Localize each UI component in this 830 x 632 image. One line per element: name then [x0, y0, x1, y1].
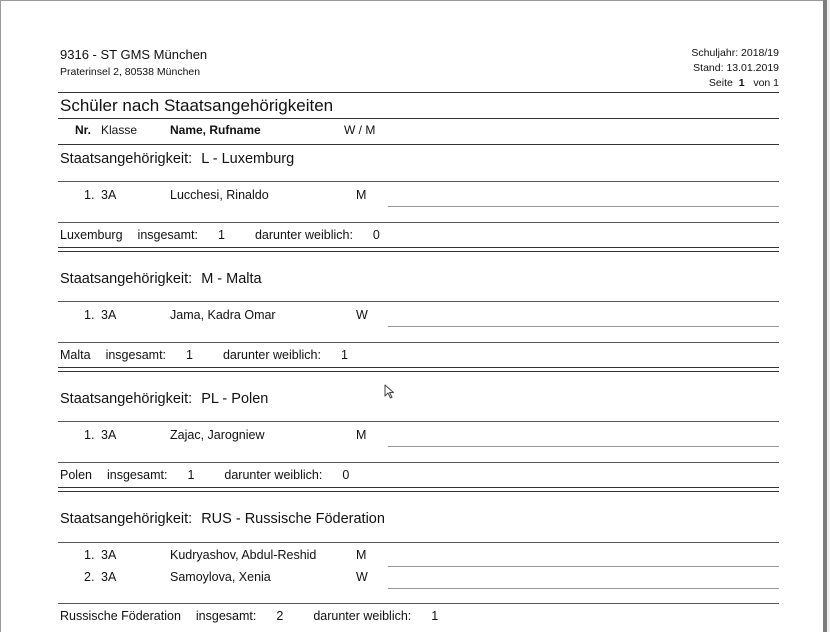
summary-total-label: insgesamt:	[105, 348, 167, 362]
student-nr: 2.	[84, 570, 95, 584]
group-country-code: RUS - Russische Föderation	[201, 511, 385, 527]
page-total: von 1	[753, 77, 779, 89]
group-title-label: Staatsangehörigkeit:	[60, 151, 193, 167]
group-country-code: L - Luxemburg	[201, 151, 295, 167]
summary-total: 1	[218, 228, 225, 242]
mouse-pointer-icon	[384, 384, 396, 400]
student-name: Samoylova, Xenia	[170, 570, 271, 584]
page-indicator	[709, 77, 779, 89]
window-left-border	[0, 0, 1, 632]
column-header-nr: Nr.	[75, 123, 92, 137]
summary-female-label: darunter weiblich:	[222, 348, 321, 362]
page-label: Seite	[708, 77, 733, 89]
group-summary	[60, 468, 379, 482]
student-nr: 1.	[84, 548, 95, 562]
group-country-code: PL - Polen	[201, 391, 269, 407]
summary-country: Russische Föderation	[60, 609, 181, 623]
school-address: Praterinsel 2, 80538 München	[60, 66, 201, 78]
school-name: 9316 - ST GMS München	[60, 47, 208, 62]
group-end-line	[58, 367, 779, 368]
student-class: 3A	[101, 188, 117, 202]
note-line	[388, 566, 779, 567]
group-title-divider	[58, 542, 779, 543]
summary-country: Malta	[60, 348, 91, 362]
summary-female-label: darunter weiblich:	[313, 609, 412, 623]
summary-country: Luxemburg	[60, 228, 123, 242]
page-number: 1	[738, 77, 745, 89]
student-name: Zajac, Jarogniew	[170, 428, 265, 442]
group-country-code: M - Malta	[201, 271, 262, 287]
group-title	[60, 391, 268, 407]
group-end-line	[58, 487, 779, 488]
group-end-line-double	[58, 491, 779, 492]
student-gender: W	[356, 308, 368, 322]
summary-divider	[58, 342, 779, 343]
group-title-label: Staatsangehörigkeit:	[60, 511, 193, 527]
group-title-divider	[58, 181, 779, 182]
report-date: Stand: 13.01.2019	[693, 62, 779, 74]
column-header-gender: W / M	[344, 123, 376, 137]
group-end-line	[58, 247, 779, 248]
summary-total-label: insgesamt:	[195, 609, 257, 623]
summary-female: 0	[372, 228, 380, 242]
summary-country: Polen	[60, 468, 92, 482]
note-line	[388, 446, 779, 447]
column-header-divider	[58, 144, 779, 145]
group-end-line-double	[58, 371, 779, 372]
group-summary	[60, 348, 378, 362]
summary-female-label: darunter weiblich:	[254, 228, 353, 242]
student-name: Jama, Kadra Omar	[170, 308, 276, 322]
group-title-label: Staatsangehörigkeit:	[60, 271, 193, 287]
student-class: 3A	[101, 428, 117, 442]
group-summary	[60, 609, 468, 623]
note-line	[388, 326, 779, 327]
group-title-divider	[58, 301, 779, 302]
summary-divider	[58, 603, 779, 604]
summary-total: 1	[187, 468, 195, 482]
summary-divider	[58, 462, 779, 463]
summary-female: 0	[342, 468, 350, 482]
window-top-border	[0, 0, 830, 1]
summary-total: 2	[276, 609, 284, 623]
student-class: 3A	[101, 548, 117, 562]
student-name: Lucchesi, Rinaldo	[170, 188, 269, 202]
group-title	[60, 151, 294, 167]
column-header-name: Name, Rufname	[170, 123, 261, 137]
group-title	[60, 511, 385, 527]
student-class: 3A	[101, 570, 117, 584]
summary-divider	[58, 222, 779, 223]
student-nr: 1.	[84, 188, 95, 202]
student-gender: M	[356, 428, 367, 442]
group-title	[60, 271, 262, 287]
group-title-divider	[58, 421, 779, 422]
header-divider	[58, 92, 779, 93]
summary-female: 1	[431, 609, 439, 623]
student-class: 3A	[101, 308, 117, 322]
group-title-label: Staatsangehörigkeit:	[60, 391, 193, 407]
group-end-line-double	[58, 251, 779, 252]
school-year: Schuljahr: 2018/19	[691, 47, 779, 59]
group-summary	[60, 228, 410, 242]
title-divider	[58, 118, 779, 119]
student-gender: M	[356, 548, 367, 562]
note-line	[388, 206, 779, 207]
report-title: Schüler nach Staatsangehörigkeiten	[60, 96, 334, 115]
student-nr: 1.	[84, 308, 95, 322]
column-header-klasse: Klasse	[101, 123, 138, 137]
summary-female: 1	[340, 348, 348, 362]
summary-total: 1	[186, 348, 193, 362]
summary-total-label: insgesamt:	[106, 468, 168, 482]
summary-total-label: insgesamt:	[137, 228, 198, 242]
student-nr: 1.	[84, 428, 95, 442]
student-gender: W	[356, 570, 368, 584]
student-gender: M	[356, 188, 367, 202]
student-name: Kudryashov, Abdul-Reshid	[170, 548, 317, 562]
summary-female-label: darunter weiblich:	[224, 468, 323, 482]
note-line	[388, 588, 779, 589]
